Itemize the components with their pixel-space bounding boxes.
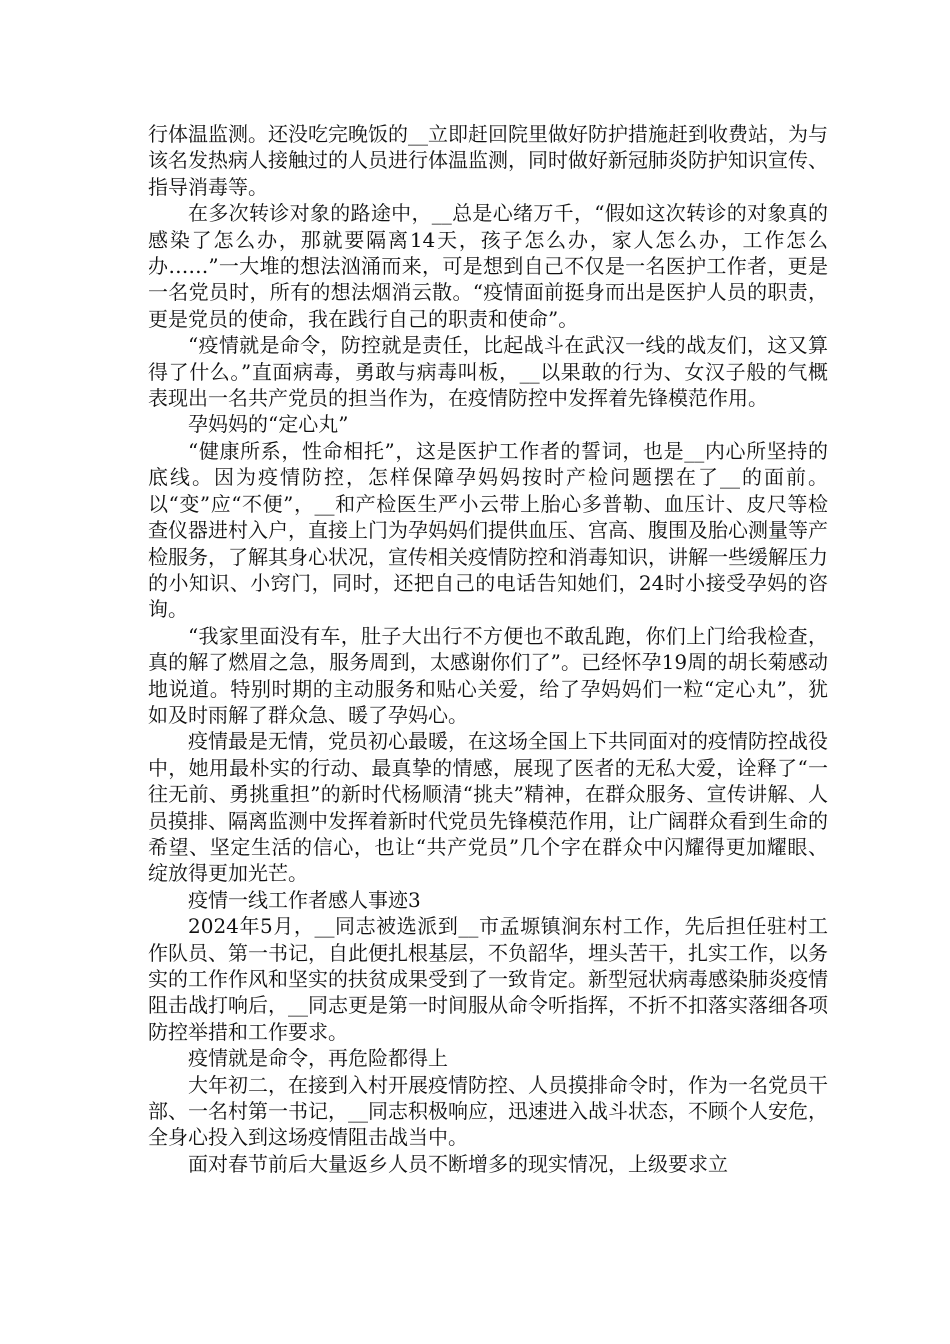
paragraph-returning-residents: 面对春节前后大量返乡人员不断增多的现实情况，上级要求立: [188, 1151, 728, 1176]
paragraph-second-day-new-year: 大年初二，在接到入村开展疫情防控、人员摸排命令时，作为一名党员干部、一名村第一书记，__同志积极响应，迅速进入战斗状态，不顾个人安危，全身心投入到这场疫情阻击战当中。: [148, 1072, 828, 1150]
paragraph-epidemic-command: “疫情就是命令，防控就是责任，比起战斗在武汉一线的战友们，这又算得了什么。”直面病毒，勇敢与病毒叫板，__以果敢的行为、女汉子般的气概表现出一名共产党员的担当作为，在疫情防控中发挥着先锋模范作用。: [148, 333, 828, 411]
section-heading-command: 疫情就是命令，再危险都得上: [188, 1046, 448, 1071]
section-heading-pregnant-mothers: 孕妈妈的“定心丸”: [188, 412, 349, 437]
paragraph-prenatal-service: “健康所系，性命相托”，这是医护工作者的誓词，也是__内心所坚持的底线。因为疫情防控，怎样保障孕妈妈按时产检问题摆在了__的面前。以“变”应“不便”，__和产检医生严小云带上胎心多普勒、血压计、皮尺等检查仪器进村入户，直接上门为孕妈妈们提供血压、宫高、腹围及胎心测量等产检服务，了解其身心状况，宣传相关疫情防控和消毒知识，讲解一些缓解压力的小知识、小窍门，同时，还把自己的电话告知她们，24时小接受孕妈的咨询。: [148, 438, 828, 622]
paragraph-temperature-check: 行体温监测。还没吃完晚饭的__立即赶回院里做好防护措施赶到收费站，为与该名发热病人接触过的人员进行体温监测，同时做好新冠肺炎防护知识宣传、指导消毒等。: [148, 122, 828, 199]
paragraph-transfer-thoughts: 在多次转诊对象的路途中，__总是心绪万千，“假如这次转诊的对象真的感染了怎么办，那就要隔离14天，孩子怎么办，家人怎么办，工作怎么办……”一大堆的想法汹涌而来，可是想到自己不仅是一名医护工作者，更是一名党员时，所有的想法烟消云散。“疫情面前挺身而出是医护人员的职责，更是党员的使命，我在践行自己的职责和使命”。: [148, 201, 828, 331]
paragraph-party-member-spirit: 疫情最是无情，党员初心最暖，在这场全国上下共同面对的疫情防控战役中，她用最朴实的行动、最真挚的情感，展现了医者的无私大爱，诠释了“一往无前、勇挑重担”的新时代杨顺清“挑夫”精神，在群众服务、宣传讲解、人员摸排、隔离监测中发挥着新时代党员先锋模范作用，让广阔群众看到生命的希望、坚定生活的信心，也让“共产党员”几个字在群众中闪耀得更加耀眼、绽放得更加光芒。: [148, 729, 828, 886]
paragraph-villager-quote: “我家里面没有车，肚子大出行不方便也不敢乱跑，你们上门给我检查，真的解了燃眉之急，服务周到，太感谢你们了”。已经怀孕19周的胡长菊感动地说道。特别时期的主动服务和贴心关爱，给了孕妈妈们一粒“定心丸”，犹如及时雨解了群众急、暖了孕妈心。: [148, 623, 828, 727]
section-heading-story-3: 疫情一线工作者感人事迹3: [188, 887, 421, 912]
paragraph-village-secretary: 2024年5月，__同志被选派到__市孟塬镇涧东村工作，先后担任驻村工作队员、第一书记，自此便扎根基层，不负韶华，埋头苦干，扎实工作，以务实的工作作风和坚实的扶贫成果受到了一致肯定。新型冠状病毒感染肺炎疫情阻击战打响后，__同志更是第一时间服从命令听指挥，不折不扣落实落细各项防控举措和工作要求。: [148, 914, 828, 1044]
document-body: [148, 121, 828, 1177]
